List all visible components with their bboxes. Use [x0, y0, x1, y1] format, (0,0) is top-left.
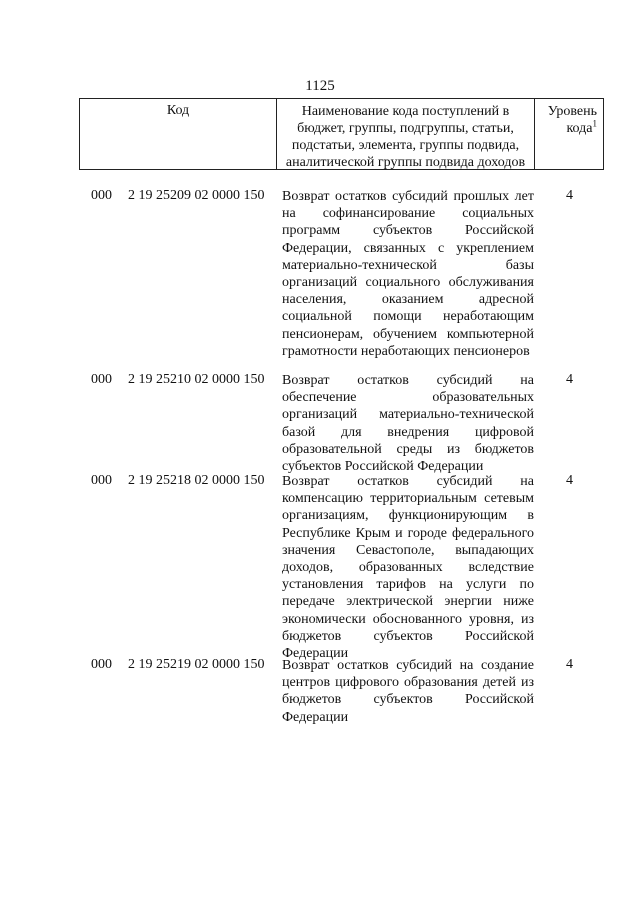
income-code: 2 19 25219 02 0000 150 [128, 657, 265, 672]
admin-code: 000 [91, 188, 112, 203]
admin-code: 000 [91, 657, 112, 672]
header-code: Код [80, 99, 277, 169]
income-name: Возврат остатков субсидий на компенсацию территориальным сетевым организациям, функционирующим в Республике Крым и городе федерального значения Севастополе, выпадающих доходов, образованных вследствие установления тарифов на услуги по передаче электрической энергии ниже экономически обоснованного уровня, из бюджетов субъектов Российской Федерации [282, 474, 534, 662]
code-level: 4 [566, 657, 573, 672]
header-level-footnote: 1 [592, 118, 597, 129]
header-name: Наименование кода поступлений в бюджет, группы, подгруппы, статьи, подстатьи, элемента, группы подвида, аналитической группы подвида доходов [277, 99, 535, 169]
page-number: 1125 [305, 78, 335, 94]
code-level: 4 [566, 188, 573, 203]
income-name: Возврат остатков субсидий на создание центров цифрового образования детей из бюджетов субъектов Российской Федерации [282, 658, 534, 725]
admin-code: 000 [91, 473, 112, 488]
income-name: Возврат остатков субсидий прошлых лет на софинансирование социальных программ субъектов Российской Федерации, связанных с укреплением материально-технической базы организаций социального обслуживания населения, оказанием адресной социальной помощи неработающим пенсионерам, обучением компьютерной грамотности неработающих пенсионеров [282, 189, 534, 359]
code-level: 4 [566, 473, 573, 488]
admin-code: 000 [91, 372, 112, 387]
income-name: Возврат остатков субсидий на обеспечение образовательных организаций материально-технической базой для внедрения цифровой образовательной среды из бюджетов субъектов Российской Федерации [282, 373, 534, 475]
income-code: 2 19 25218 02 0000 150 [128, 473, 265, 488]
header-level-label: Уровень кода [547, 104, 597, 136]
table-header [79, 98, 604, 170]
code-level: 4 [566, 372, 573, 387]
income-code: 2 19 25209 02 0000 150 [128, 188, 265, 203]
income-code: 2 19 25210 02 0000 150 [128, 372, 265, 387]
header-level [535, 99, 603, 169]
